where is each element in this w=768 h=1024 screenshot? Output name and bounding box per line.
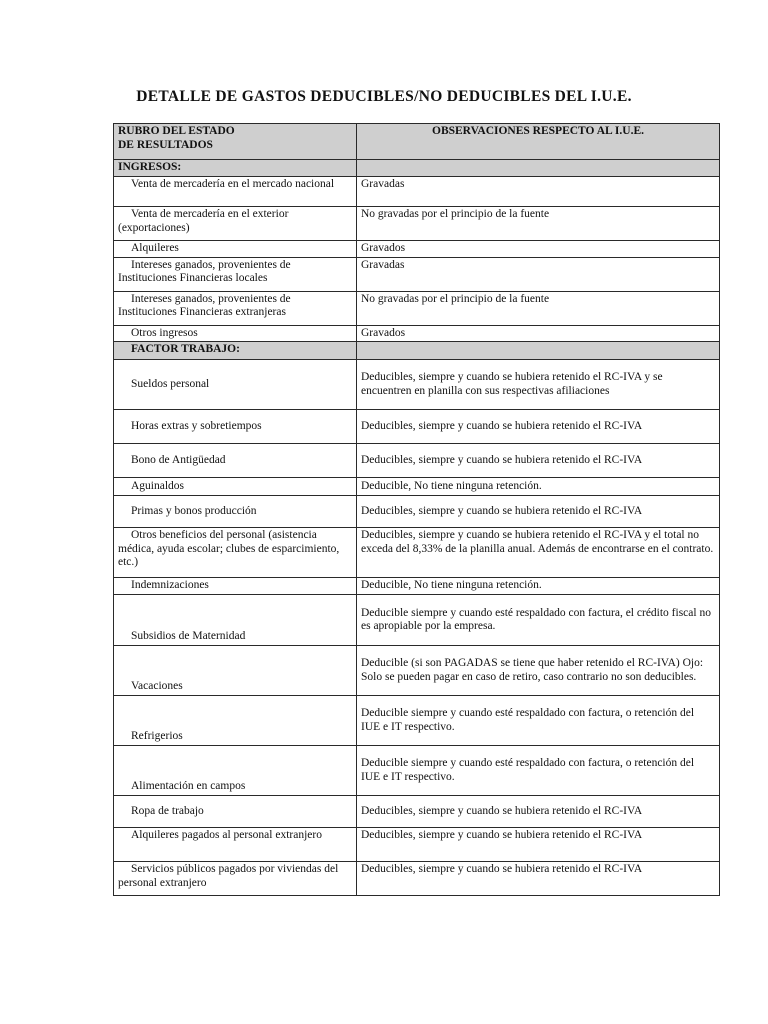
rubro-cell: Refrigerios [114,696,357,746]
rubro-cell: Otros ingresos [114,325,357,342]
section-label: INGRESOS: [114,160,357,177]
table-row [114,528,720,578]
document-title: DETALLE DE GASTOS DEDUCIBLES/NO DEDUCIBLES DEL I.U.E. [136,88,632,105]
rubro-cell: Alquileres pagados al personal extranjero [114,828,357,862]
observacion-cell: Gravados [357,241,720,258]
table-row [114,496,720,528]
table-header-row [114,124,720,160]
observacion-cell: No gravadas por el principio de la fuente [357,207,720,241]
rubro-cell: Vacaciones [114,646,357,696]
table-row [114,828,720,862]
rubro-cell: Aguinaldos [114,478,357,496]
gastos-table [113,123,720,896]
section-row-ingresos [114,160,720,177]
table-row [114,796,720,828]
table-row [114,257,720,291]
observacion-cell: Deducible siempre y cuando esté respaldado con factura, el crédito fiscal no es apropiable por la empresa. [357,595,720,646]
table-row [114,241,720,258]
table-row [114,478,720,496]
table-row [114,646,720,696]
observacion-cell: Deducible siempre y cuando esté respaldado con factura, o retención del IUE e IT respectivo. [357,746,720,796]
table-row [114,696,720,746]
observacion-cell: Deducibles, siempre y cuando se hubiera retenido el RC-IVA [357,862,720,896]
section-empty-cell [357,160,720,177]
table-row [114,410,720,444]
table-row [114,207,720,241]
rubro-cell: Primas y bonos producción [114,496,357,528]
observacion-cell: No gravadas por el principio de la fuente [357,291,720,325]
header-rubro-line2: DE RESULTADOS [118,138,213,151]
observacion-cell: Deducibles, siempre y cuando se hubiera retenido el RC-IVA y se encuentren en planilla con sus respectivas afiliaciones [357,360,720,410]
table-row [114,444,720,478]
observacion-cell: Gravadas [357,257,720,291]
table-row [114,578,720,595]
observacion-cell: Deducibles, siempre y cuando se hubiera retenido el RC-IVA [357,496,720,528]
rubro-cell: Alquileres [114,241,357,258]
rubro-cell: Servicios públicos pagados por viviendas del personal extranjero [114,862,357,896]
observacion-cell: Deducibles, siempre y cuando se hubiera retenido el RC-IVA y el total no exceda del 8,33% de la planilla anual. Además de encontrarse en el contrato. [357,528,720,578]
header-observaciones: OBSERVACIONES RESPECTO AL I.U.E. [357,124,720,160]
rubro-cell: Indemnizaciones [114,578,357,595]
rubro-cell: Sueldos personal [114,360,357,410]
table-row [114,325,720,342]
observacion-cell: Deducibles, siempre y cuando se hubiera retenido el RC-IVA [357,796,720,828]
observacion-cell: Deducible, No tiene ninguna retención. [357,478,720,496]
observacion-cell: Gravadas [357,177,720,207]
rubro-cell: Horas extras y sobretiempos [114,410,357,444]
section-empty-cell [357,342,720,360]
table-row [114,177,720,207]
rubro-cell: Alimentación en campos [114,746,357,796]
table-row [114,595,720,646]
rubro-cell: Venta de mercadería en el exterior (exportaciones) [114,207,357,241]
rubro-cell: Venta de mercadería en el mercado nacional [114,177,357,207]
observacion-cell: Gravados [357,325,720,342]
observacion-cell: Deducible siempre y cuando esté respaldado con factura, o retención del IUE e IT respectivo. [357,696,720,746]
table-row [114,862,720,896]
header-rubro-line1: RUBRO DEL ESTADO [118,125,235,137]
table-row [114,291,720,325]
rubro-cell: Intereses ganados, provenientes de Instituciones Financieras extranjeras [114,291,357,325]
table-row [114,360,720,410]
section-row-factor-trabajo [114,342,720,360]
observacion-cell: Deducible, No tiene ninguna retención. [357,578,720,595]
observacion-cell: Deducibles, siempre y cuando se hubiera retenido el RC-IVA [357,444,720,478]
observacion-cell: Deducibles, siempre y cuando se hubiera retenido el RC-IVA [357,410,720,444]
rubro-cell: Bono de Antigüedad [114,444,357,478]
rubro-cell: Otros beneficios del personal (asistencia médica, ayuda escolar; clubes de esparcimiento, etc.) [114,528,357,578]
rubro-cell: Ropa de trabajo [114,796,357,828]
rubro-cell: Intereses ganados, provenientes de Instituciones Financieras locales [114,257,357,291]
rubro-cell: Subsidios de Maternidad [114,595,357,646]
observacion-cell: Deducibles, siempre y cuando se hubiera retenido el RC-IVA [357,828,720,862]
section-label: FACTOR TRABAJO: [114,342,357,360]
observacion-cell: Deducible (si son PAGADAS se tiene que haber retenido el RC-IVA) Ojo: Solo se pueden pagar en caso de retiro, caso contrario no son deducibles. [357,646,720,696]
header-rubro [114,124,357,160]
table-row [114,746,720,796]
